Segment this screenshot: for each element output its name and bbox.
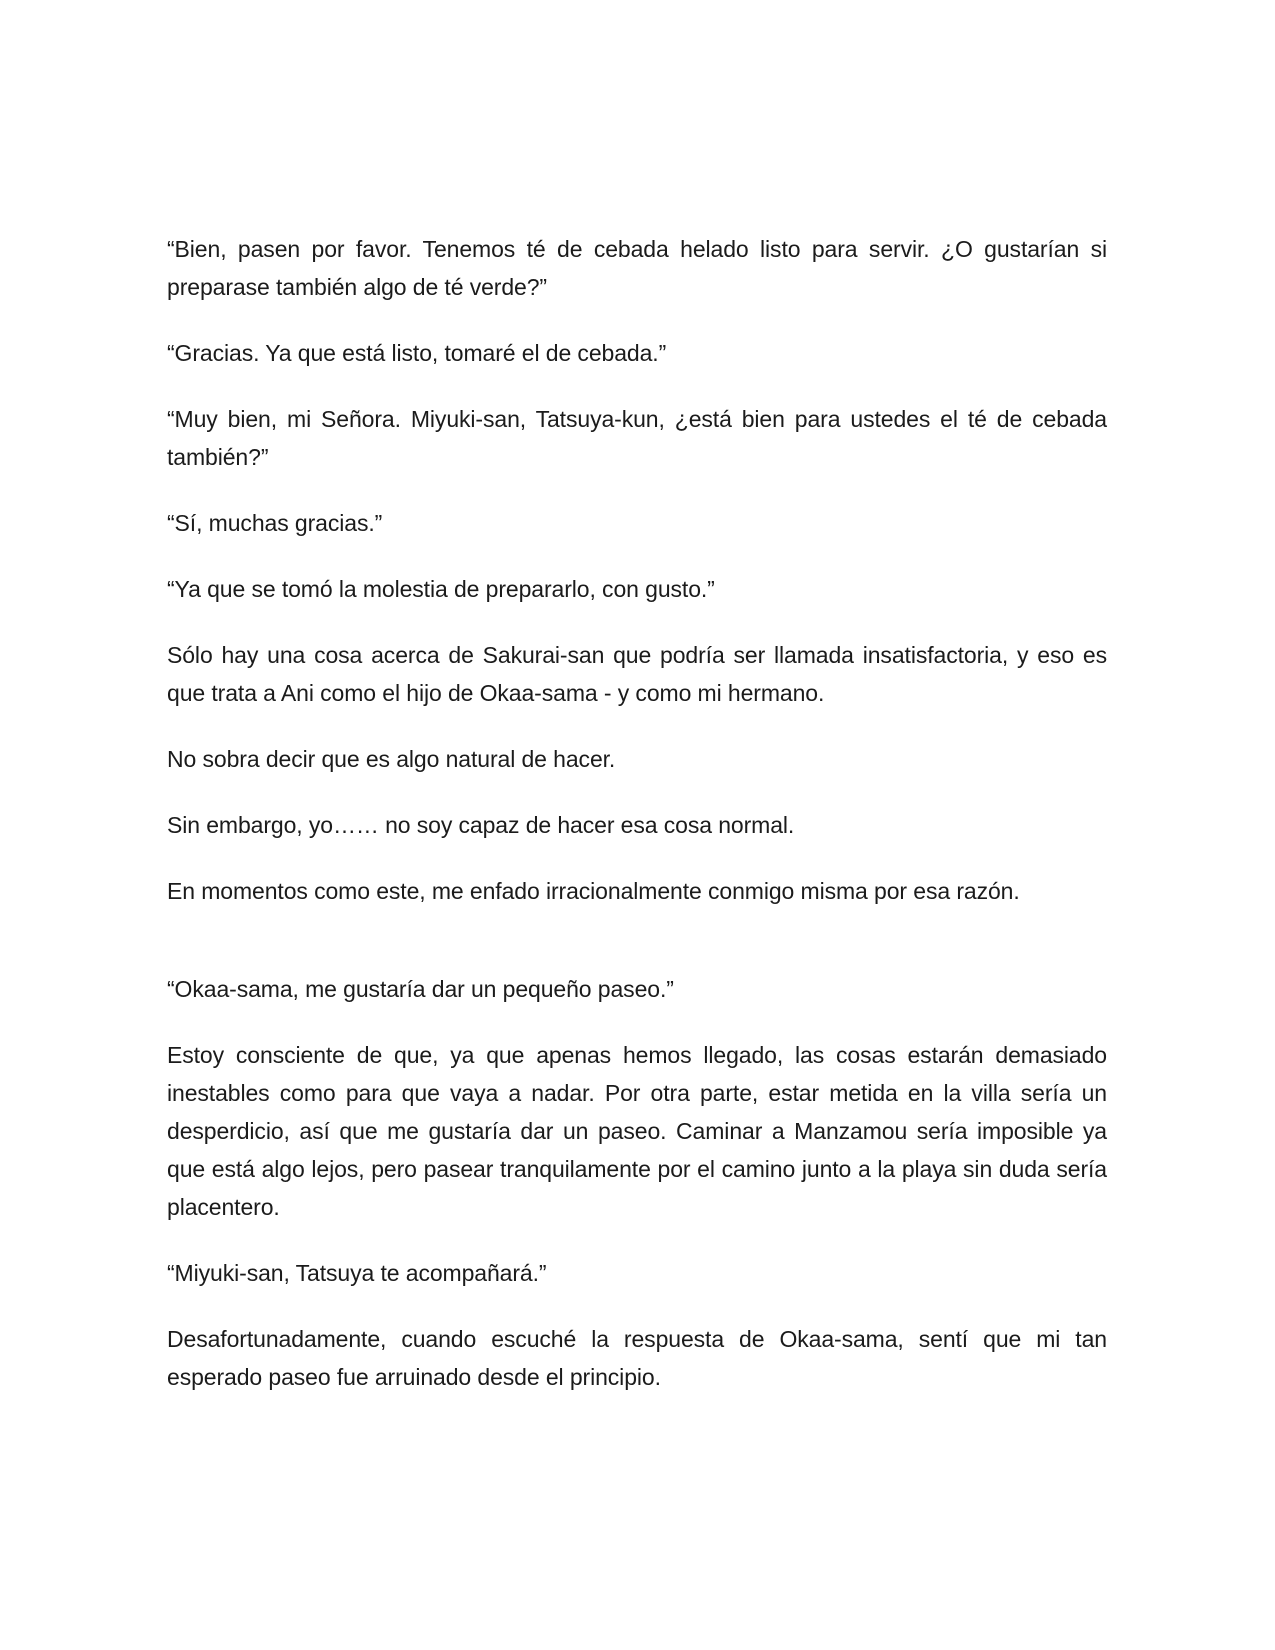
paragraph: En momentos como este, me enfado irracionalmente conmigo misma por esa razón. <box>167 878 1020 904</box>
paragraph: Sólo hay una cosa acerca de Sakurai-san que podría ser llamada insatisfactoria, y eso es que trata a Ani como el hijo de Okaa-sama - y como mi hermano. <box>167 642 1107 706</box>
paragraph <box>167 938 1107 942</box>
paragraph: No sobra decir que es algo natural de hacer. <box>167 746 616 772</box>
paragraph: “Sí, muchas gracias.” <box>167 510 383 536</box>
paragraph: “Ya que se tomó la molestia de prepararlo, con gusto.” <box>167 576 715 602</box>
paragraph: “Gracias. Ya que está listo, tomaré el de cebada.” <box>167 340 667 366</box>
paragraph: Desafortunadamente, cuando escuché la respuesta de Okaa-sama, sentí que mi tan esperado paseo fue arruinado desde el principio. <box>167 1326 1107 1390</box>
paragraph: Sin embargo, yo…… no soy capaz de hacer esa cosa normal. <box>167 812 795 838</box>
paragraph: “Bien, pasen por favor. Tenemos té de cebada helado listo para servir. ¿O gustarían si preparase también algo de té verde?” <box>167 236 1107 300</box>
paragraph: “Miyuki-san, Tatsuya te acompañará.” <box>167 1260 547 1286</box>
paragraph: “Okaa-sama, me gustaría dar un pequeño paseo.” <box>167 976 674 1002</box>
paragraph: “Muy bien, mi Señora. Miyuki-san, Tatsuya-kun, ¿está bien para ustedes el té de cebada también?” <box>167 406 1107 470</box>
paragraph: Estoy consciente de que, ya que apenas hemos llegado, las cosas estarán demasiado inestables como para que vaya a nadar. Por otra parte, estar metida en la villa sería un desperdicio, así que me gustaría dar un paseo. Caminar a Manzamou sería imposible ya que está algo lejos, pero pasear tranquilamente por el camino junto a la playa sin duda sería placentero. <box>167 1042 1107 1220</box>
document-text <box>167 230 1107 1424</box>
